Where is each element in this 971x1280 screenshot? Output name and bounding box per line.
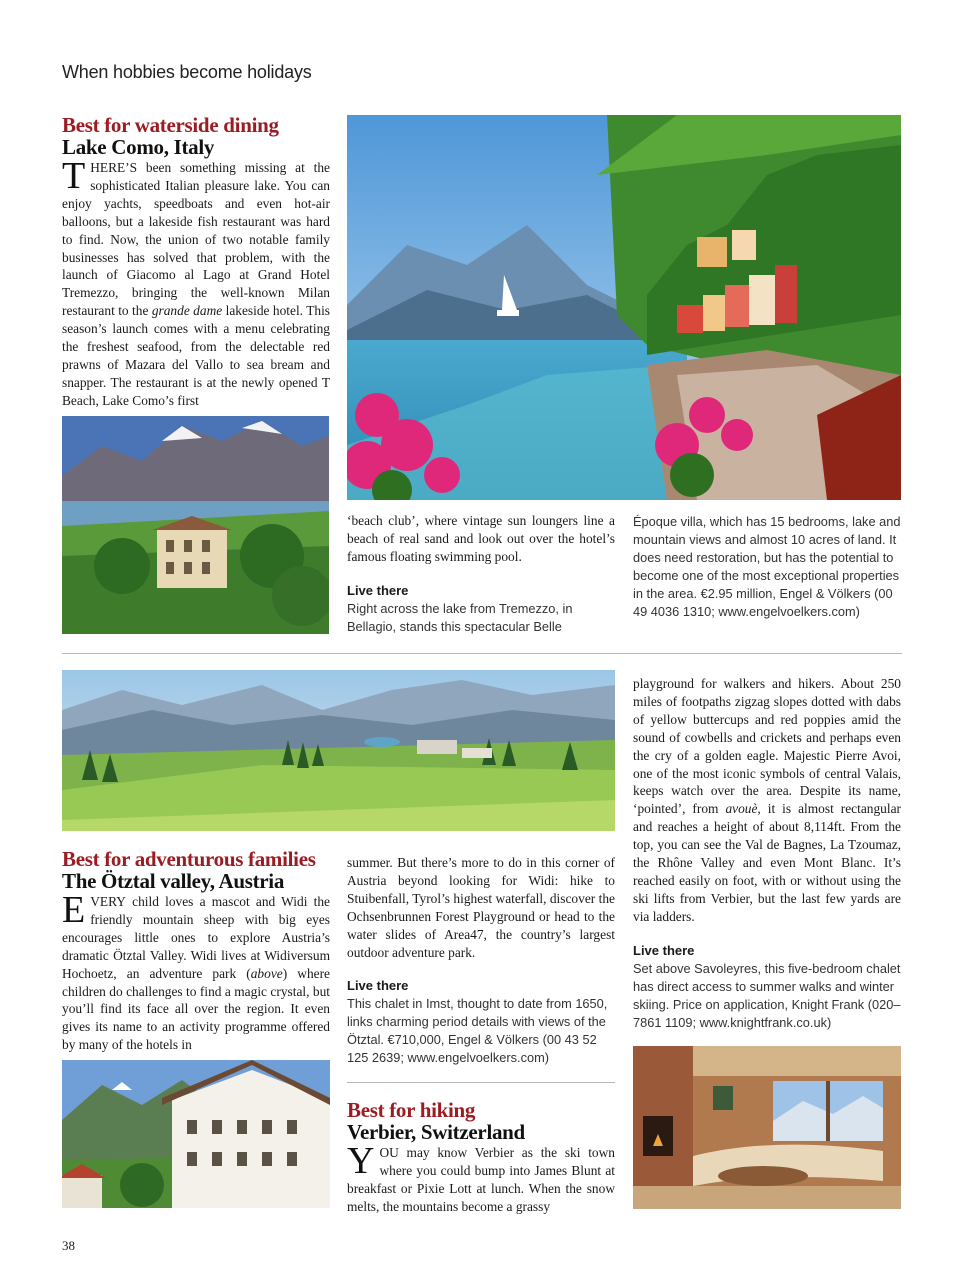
verbier-body <box>347 1140 615 1216</box>
como-dropcap: T <box>62 155 86 197</box>
otztal-body-cont: summer. But there’s more to do in this corner of Austria beyond looking for Widi: hike to Stuibenfall, Tyrol’s highest waterfall, discover the Ochsenbrunnen Forest Playground or head to the water slides of Area47, the country’s largest outdoor adventure park. <box>347 855 615 960</box>
lake-como-photo <box>347 115 901 500</box>
verbier-body-cont-part1: playground for walkers and hikers. About 250 miles of footpaths zigzag slopes dotted with dabs of yellow buttercups and red poppies amid the sound of cowbells and crickets and perhaps even the cry of a golden eagle. Majestic Pierre Avoi, one of the most iconic symbols of central Valais, keeps watch over the area. Despite its name, ‘pointed’, from <box>633 676 901 817</box>
page-number: 38 <box>62 1238 75 1253</box>
como-lead: HERE’S <box>90 160 138 175</box>
como-live-heading: Live there <box>347 582 409 598</box>
otztal-title: Best for adventurous families <box>62 847 316 871</box>
como-body-continued <box>347 512 615 636</box>
otztal-lead: VERY <box>90 894 126 909</box>
verbier-lead: OU <box>379 1145 399 1160</box>
como-body-part2: lakeside hotel. This season’s launch comes with a menu celebrating the freshest seafood, from the delectable red prawns of Mazara del Vallo to sea bream and snapper. The restaurant is at the newly opened T Beach, Lake Como’s first <box>62 303 330 408</box>
como-article <box>62 114 330 410</box>
verbier-body-cont-italic: avouè <box>725 801 758 817</box>
verbier-body-part1: may know Verbier as the ski town where you could bump into James Blunt at breakfast or Pixie Lott at lunch. When the snow melts, the mountains become a grassy <box>347 1145 615 1214</box>
verbier-body-column <box>633 675 901 1032</box>
verbier-article <box>347 1099 615 1216</box>
otztal-location: The Ötztal valley, Austria <box>62 869 285 893</box>
verbier-live-heading: Live there <box>633 942 695 958</box>
verbier-body-cont <box>633 675 901 926</box>
column-divider <box>347 1082 615 1083</box>
como-live-column <box>633 513 901 621</box>
verbier-interior-photo <box>633 1046 901 1209</box>
verbier-location: Verbier, Switzerland <box>347 1120 525 1144</box>
como-body-part1: been something missing at the sophisticated Italian pleasure lake. You can enjoy yachts, speedboats and even hot-air balloons, but a lakeside fish restaurant was hard to find. Now, the union of two notable family businesses has solved that problem, with the launch of Giacomo al Lago at Grand Hotel Tremezzo, bringing the well-known Milan restaurant to the <box>62 160 330 319</box>
otztal-body-part2: ) where children do challenges to find a magic crystal, but you’ll find its face all over the region. It even gives its name to an activity programme offered by many of the hotels in <box>62 965 330 1053</box>
verbier-live-body: Set above Savoleyres, this five-bedroom chalet has direct access to summer walks and winter skiing. Price on application, Knight Frank (020–7861 1109; www.knightfrank.co.uk) <box>633 960 901 1030</box>
otztal-article <box>62 848 330 1054</box>
section-kicker: When hobbies become holidays <box>62 62 312 82</box>
verbier-body-cont-part2: , it is almost rectangular and reaches a height of about 8,114ft. From the top, you can see the Val de Bagnes, La Tzoumaz, the Rhône Valley and even Mont Blanc. It’s reached easily on foot, with or without using the ski lifts from Verbier, but the last few yards are via ladders. <box>633 801 901 924</box>
como-title: Best for waterside dining <box>62 113 279 137</box>
verbier-dropcap: Y <box>347 1140 375 1182</box>
otztal-live-body: This chalet in Imst, thought to date from 1650, links charming period details with views of the Ötztal. €710,000, Engel & Völkers (00 43 52 125 2639; www.engelvoelkers.com) <box>347 996 608 1066</box>
como-body-cont: ‘beach club’, where vintage sun loungers line a beach of real sand and look out over the hotel’s famous floating swimming pool. <box>347 513 615 564</box>
otztal-body-part1: child loves a mascot and Widi the friendly mountain sheep with big eyes encourages little ones to explore Austria’s dramatic Ötztal Valley. Widi lives at Widiversum Hochoetz, an adventure park ( <box>62 894 330 981</box>
imst-chalet-photo <box>62 1060 330 1208</box>
como-body <box>62 155 330 410</box>
hochoetz-photo <box>62 670 615 831</box>
otztal-body-continued <box>347 854 615 1067</box>
como-body-italic: grande dame <box>151 303 223 319</box>
otztal-body-italic: above <box>250 965 283 981</box>
section-divider <box>62 653 902 654</box>
verbier-title: Best for hiking <box>347 1098 476 1122</box>
otztal-dropcap: E <box>62 889 86 931</box>
como-location: Lake Como, Italy <box>62 135 215 159</box>
otztal-live-heading: Live there <box>347 978 409 994</box>
como-live-body-2: Époque villa, which has 15 bedrooms, lake and mountain views and almost 10 acres of land. It does need restoration, but has the potential to become one of the most exceptional properties in the area. €2.95 million, Engel & Völkers (00 49 4036 1310; www.engelvoelkers.com) <box>633 514 901 619</box>
bellagio-villa-photo <box>62 416 329 634</box>
otztal-body <box>62 889 330 1054</box>
como-live-body-1: Right across the lake from Tremezzo, in Bellagio, stands this spectacular Belle <box>347 600 573 634</box>
